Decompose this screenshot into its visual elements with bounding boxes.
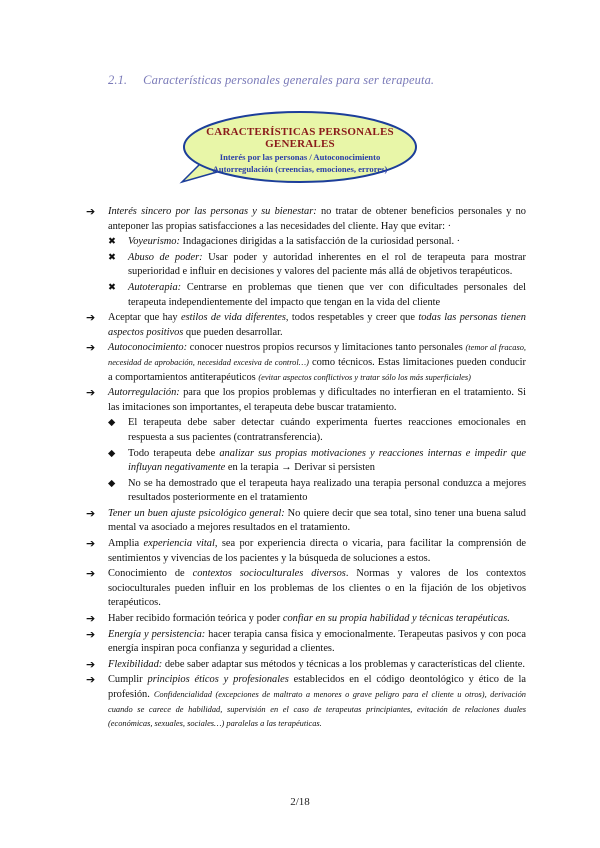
item-text: como técnicos. Estas limitaciones pueden conducir a comportamientos antiterapéuticos (108, 356, 526, 383)
item-text: que pueden desarrollar. (183, 326, 283, 338)
list-item-flexibilidad (86, 658, 526, 673)
list-item-contextos (86, 567, 526, 611)
diamond-icon: ◆ (108, 447, 116, 459)
item-text: Centrarse en problemas que tienen que ver con dificultades personales del terapeuta independientemente del impacto que tengan en la vida del cliente (128, 281, 526, 308)
item-note: (evitar aspectos conflictivos y tratar sólo los más superficiales) (258, 372, 471, 382)
item-text: El terapeuta debe saber detectar cuándo experimenta fuertes reacciones emocionales en respuesta a sus pacientes (contratransferencia). (128, 417, 526, 443)
sub-item-autoterapia (86, 281, 526, 310)
callout-line-2: Autorregulación (creencias, emociones, errores) (212, 164, 388, 174)
item-text: Todo terapeuta debe (128, 447, 220, 459)
item-emphasis: todas las personas tienen aspectos positivos (108, 312, 526, 338)
cross-icon: ✖ (108, 251, 116, 263)
item-text: en la terapia → Derivar si persisten (225, 462, 375, 474)
item-note: (temor al fracaso, necesidad de aprobación, necesidad excesiva de control…) (108, 343, 526, 367)
section-title (108, 73, 434, 88)
item-text: Haber recibido formación teórica y poder (108, 613, 283, 625)
item-text: para que los propios problemas y dificultades no interfieran en el tratamiento. Si las imitaciones son importantes, el terapeuta debe buscar tratamiento. (108, 387, 526, 413)
section-title-text: Características personales generales para ser terapeuta. (143, 73, 435, 87)
item-emphasis: estilos de vida diferentes (180, 312, 286, 324)
arrow-icon: ➔ (86, 657, 96, 671)
list-item-formacion (86, 612, 526, 627)
item-emphasis: Abuso de poder: (128, 251, 203, 263)
cross-icon: ✖ (108, 236, 116, 248)
item-note: Confidencialidad (excepciones de maltrato a menores o grave peligro para el cliente u otros), derivación cuando se carece de habilidad, supervisión en el caso de terapeutas principiantes, evitación de relaciones duales (económicas, sexuales, sociales…) paralelas a las terapéuticas. (108, 690, 526, 729)
arrow-icon: ➔ (86, 567, 96, 581)
arrow-icon: ➔ (86, 341, 96, 355)
callout-heading: CARACTERÍSTICAS PERSONALES GENERALES (206, 126, 394, 150)
item-emphasis: contextos socioculturales diversos (192, 568, 346, 580)
item-text: Usar poder y autoridad inherentes en el rol de terapeuta para mostrar superioridad e influir en decisiones y valores del paciente más allá de objetivos terapéuticos. (128, 251, 526, 278)
item-emphasis: Autoterapia: (128, 281, 182, 293)
item-text: establecidos en el código deontológico y ético de la profesión. (108, 674, 526, 700)
callout-bubble (180, 110, 420, 190)
item-emphasis: Autorregulación: (108, 387, 180, 399)
item-text: . Normas y valores de los contextos socioculturales pueden influir en los problemas de los clientes o en la fijación de los objetivos terapéuticos. (108, 568, 526, 609)
item-emphasis: principios éticos y profesionales (147, 674, 289, 686)
arrow-icon: ➔ (86, 311, 96, 325)
cross-icon: ✖ (108, 281, 116, 293)
page-number: 2/18 (290, 796, 310, 808)
callout-line-1: Interés por las personas / Autoconocimiento (219, 152, 381, 162)
item-text: Indagaciones dirigidas a la satisfacción de la curiosidad personal. · (179, 236, 461, 248)
item-emphasis: confiar en su propia habilidad y técnicas terapéuticas. (282, 613, 510, 625)
item-emphasis: Voyeurismo: (128, 236, 180, 248)
item-text: Amplia (108, 538, 144, 550)
item-emphasis: Autoconocimiento: (108, 342, 188, 354)
sub-item-motivaciones (86, 447, 526, 476)
main-content (86, 205, 526, 733)
item-text: No se ha demostrado que el terapeuta haya realizado una terapia personal conduzca a mejores resultados posteriormente en el tratamiento (128, 477, 526, 504)
item-emphasis: Interés sincero por las personas y su bienestar: (108, 206, 317, 217)
list-item-energia (86, 628, 526, 657)
item-text: , todos respetables y creer que (285, 312, 419, 324)
item-text: No quiere decir que sea total, sino tener una buena salud mental va asociado a mejores resultados en el tratamiento. (108, 507, 527, 534)
list-item-interes (86, 205, 526, 234)
sub-item-contratransferencia (86, 416, 526, 445)
arrow-icon: ➔ (86, 386, 96, 400)
item-text: , sea por experiencia directa o vicaria, para facilitar la comprensión de sentimientos y vivencias de los pacientes y la búsqueda de soluciones a estos. (108, 538, 527, 564)
diamond-icon: ◆ (108, 477, 116, 489)
list-item-estilos (86, 311, 526, 340)
sub-item-voyeurismo (86, 235, 526, 250)
item-text: Cumplir (108, 674, 148, 686)
list-item-experiencia (86, 537, 526, 566)
item-text: no tratar de obtener beneficios personales y no anteponer las propias satisfacciones a las necesidades del cliente. Hay que evitar: · (108, 206, 526, 232)
arrow-icon: ➔ (86, 506, 96, 520)
list-item-principios (86, 673, 526, 731)
item-emphasis: Energía y persistencia: (108, 628, 206, 640)
arrow-icon: ➔ (86, 537, 96, 551)
item-emphasis: Tener un buen ajuste psicológico general: (108, 507, 285, 519)
sub-item-abuso-poder (86, 251, 526, 280)
arrow-icon: ➔ (86, 612, 96, 626)
item-text: conocer nuestros propios recursos y limitaciones tanto personales (187, 342, 466, 354)
list-item-autoconocimiento (86, 341, 526, 385)
item-text: Conocimiento de (108, 568, 193, 580)
diamond-icon: ◆ (108, 417, 116, 429)
arrow-icon: ➔ (86, 627, 96, 641)
callout-text (190, 126, 410, 174)
arrow-icon: ➔ (86, 205, 96, 218)
list-item-autorregulacion (86, 386, 526, 415)
item-emphasis: experiencia vital (143, 538, 215, 550)
item-text: hacer terapia cansa física y emocionalmente. Terapeutas pasivos y con poca energía inspiran poca confianza y seguridad a clientes. (108, 628, 526, 655)
item-text: Aceptar que hay (108, 312, 181, 324)
item-emphasis: Flexibilidad: (108, 658, 163, 670)
item-emphasis: analizar sus propias motivaciones y reacciones internas e impedir que influyan negativamente (128, 447, 527, 474)
arrow-icon: ➔ (86, 673, 96, 687)
sub-item-terapia-personal (86, 477, 526, 506)
item-text: debe saber adaptar sus métodos y técnicas a los problemas y características del cliente. (162, 658, 525, 670)
list-item-ajuste (86, 507, 526, 536)
section-number: 2.1. (108, 73, 128, 87)
